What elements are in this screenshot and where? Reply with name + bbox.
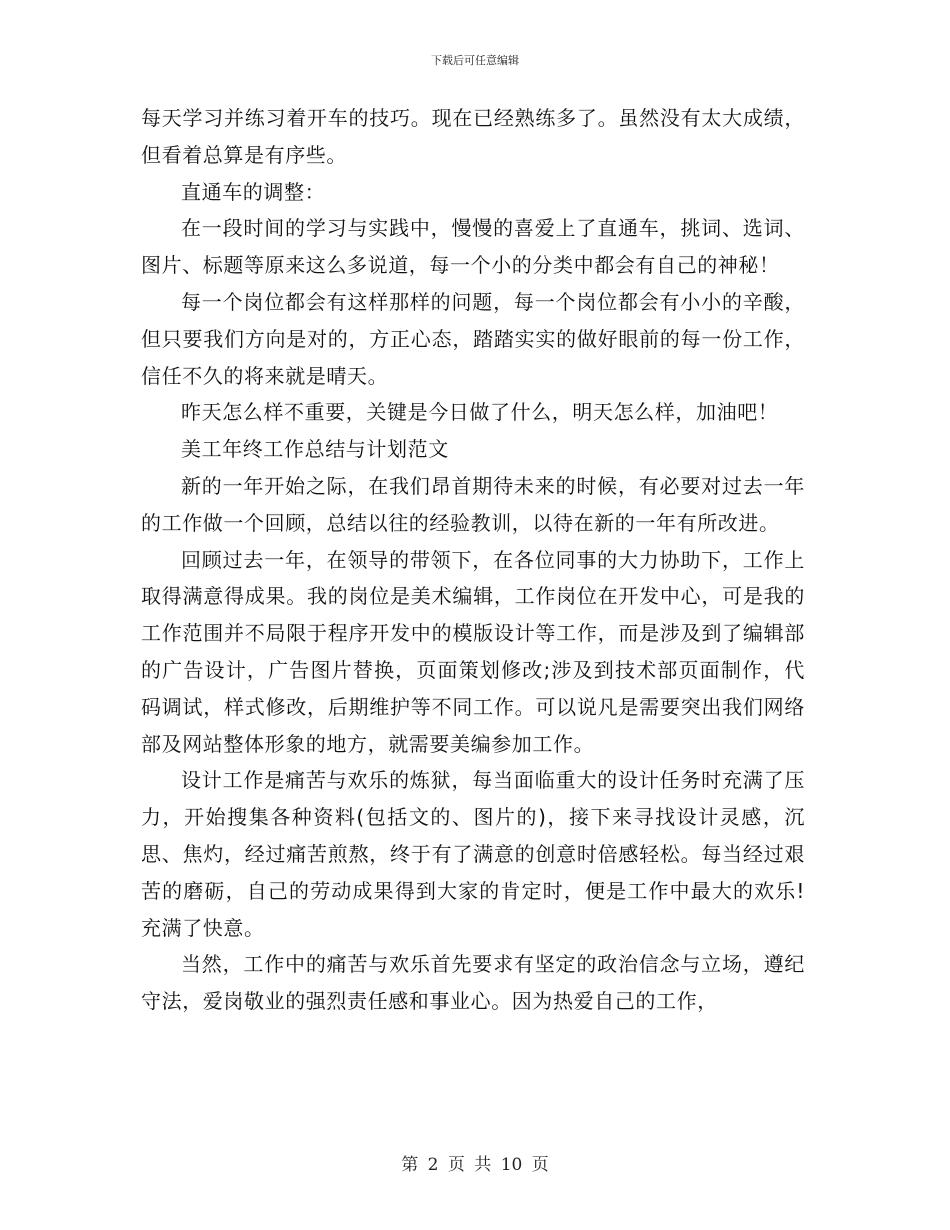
paragraph: 昨天怎么样不重要，关键是今日做了什么，明天怎么样，加油吧！ [181,400,779,425]
paragraph: 每一个岗位都会有这样那样的问题，每一个岗位都会有小小的辛酸，但只要我们方向是对的，方正心态，踏踏实实的做好眼前的每一份工作，信任不久的将来就是晴天。 [141,289,805,388]
paragraph: 设计工作是痛苦与欢乐的炼狱，每当面临重大的设计任务时充满了压力，开始搜集各种资料(包括文的、图片的)，接下来寻找设计灵感，沉思、焦灼，经过痛苦煎熬，终于有了满意的创意时倍感轻松。每当经过艰苦的磨砺，自己的劳动成果得到大家的肯定时，便是工作中最大的欢乐!充满了快意。 [141,768,805,940]
paragraph: 在一段时间的学习与实践中，慢慢的喜爱上了直通车，挑词、选词、图片、标题等原来这么多说道，每一个小的分类中都会有自己的神秘！ [141,216,805,278]
paragraph: 新的一年开始之际，在我们昂首期待未来的时候，有必要对过去一年的工作做一个回顾，总结以往的经验教训，以待在新的一年有所改进。 [141,473,805,535]
document-body [141,100,805,1020]
header-note: 下载后可任意编辑 [431,54,519,67]
paragraph: 回顾过去一年，在领导的带领下，在各位同事的大力协助下，工作上取得满意得成果。我的岗位是美术编辑，工作岗位在开发中心，可是我的工作范围并不局限于程序开发中的模版设计等工作，而是涉及到了编辑部的广告设计，广告图片替换，页面策划修改;涉及到技术部页面制作，代码调试，样式修改，后期维护等不同工作。可以说凡是需要突出我们网络部及网站整体形象的地方，就需要美编参加工作。 [141,547,805,756]
section-title: 美工年终工作总结与计划范文 [181,437,449,462]
paragraph: 当然，工作中的痛苦与欢乐首先要求有坚定的政治信念与立场，遵纪守法，爱岗敬业的强烈责任感和事业心。因为热爱自己的工作， [141,952,805,1014]
page-number-footer: 第 2 页 共 10 页 [401,1155,549,1175]
paragraph: 直通车的调整： [181,179,326,204]
paragraph: 每天学习并练习着开车的技巧。现在已经熟练多了。虽然没有太大成绩，但看着总算是有序些。 [141,106,805,167]
